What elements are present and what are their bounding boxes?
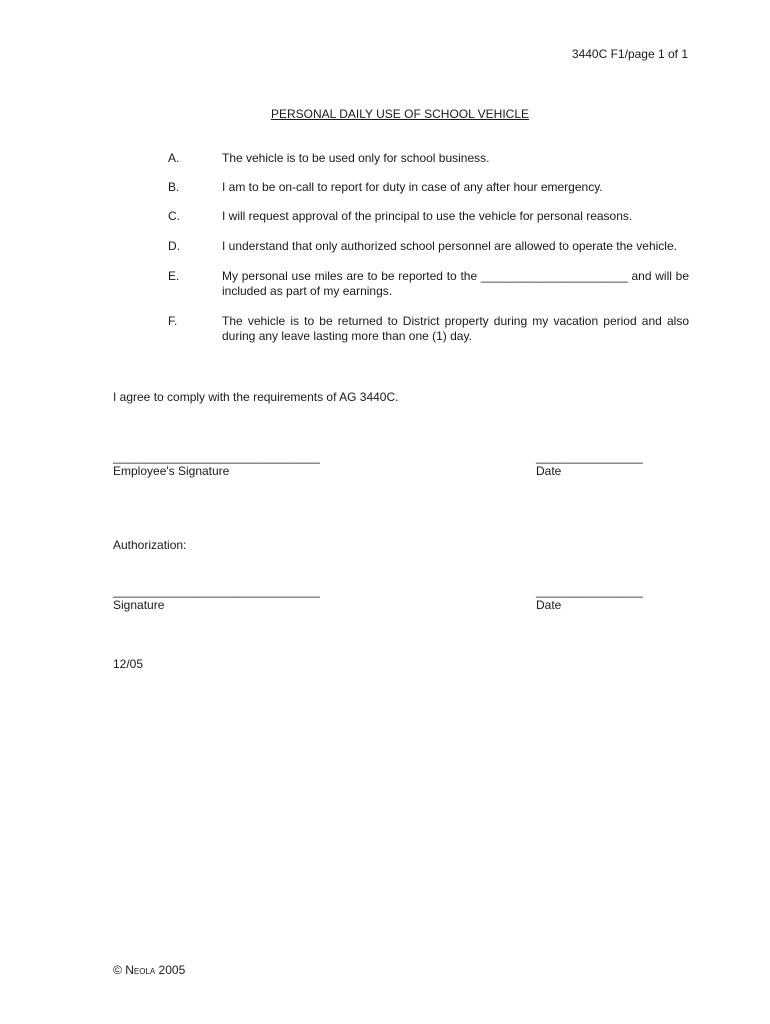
item-letter: B. xyxy=(168,180,180,194)
employee-date-line[interactable]: ________________ xyxy=(536,450,643,464)
copyright-year: 2005 xyxy=(158,963,186,977)
copyright-name: Neola xyxy=(125,963,156,977)
requirements-list xyxy=(168,151,689,344)
employee-signature-label: Employee's Signature xyxy=(113,464,230,478)
item-text: I understand that only authorized school personnel are allowed to operate the vehicle. xyxy=(222,239,677,253)
authorization-heading: Authorization: xyxy=(113,538,187,552)
copyright-notice xyxy=(113,963,185,978)
authorization-date-label: Date xyxy=(536,598,562,612)
document-title: PERSONAL DAILY USE OF SCHOOL VEHICLE xyxy=(270,107,530,121)
item-letter: C. xyxy=(168,209,180,223)
copyright-symbol: © xyxy=(113,963,122,977)
employee-signature-line[interactable]: _______________________________ xyxy=(113,450,320,464)
item-letter: A. xyxy=(168,151,180,165)
list-item xyxy=(168,269,689,299)
list-item xyxy=(168,239,689,254)
item-text: The vehicle is to be returned to District property during my vacation period and also during any leave lasting more than one (1) day. xyxy=(222,314,689,343)
item-letter: D. xyxy=(168,239,180,253)
item-text: I am to be on-call to report for duty in case of any after hour emergency. xyxy=(222,180,603,194)
item-text: The vehicle is to be used only for school business. xyxy=(222,151,490,165)
form-reference: 3440C F1/page 1 of 1 xyxy=(571,47,688,61)
item-letter: E. xyxy=(168,269,180,283)
revision-date: 12/05 xyxy=(113,657,144,671)
item-text: My personal use miles are to be reported to the ______________________ and will be included as part of my earnings. xyxy=(222,269,689,298)
list-item xyxy=(168,209,689,224)
authorization-signature-line[interactable]: _______________________________ xyxy=(113,584,320,598)
authorization-signature-label: Signature xyxy=(113,598,165,612)
list-item xyxy=(168,314,689,344)
item-text: I will request approval of the principal to use the vehicle for personal reasons. xyxy=(222,209,633,223)
agreement-statement: I agree to comply with the requirements of AG 3440C. xyxy=(113,390,399,404)
list-item xyxy=(168,180,689,195)
employee-date-label: Date xyxy=(536,464,562,478)
item-letter: F. xyxy=(168,314,178,328)
list-item xyxy=(168,151,689,166)
authorization-date-line[interactable]: ________________ xyxy=(536,584,643,598)
